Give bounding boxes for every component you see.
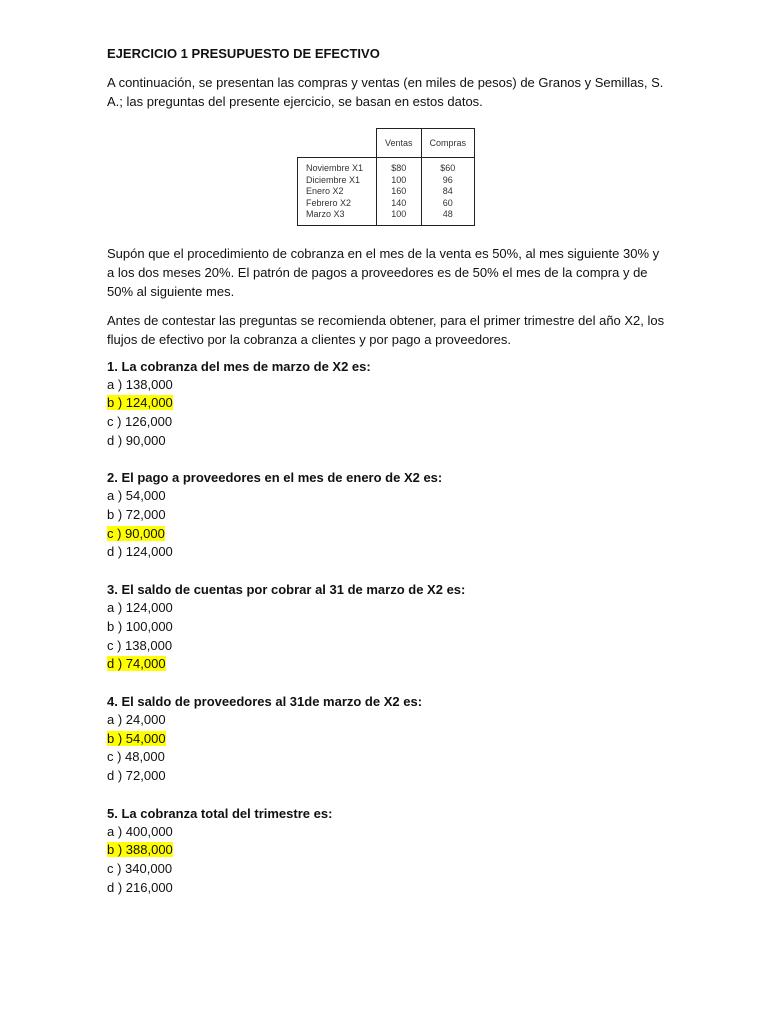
answer-option	[107, 432, 667, 451]
answer-option	[107, 394, 667, 413]
question-title: 1. La cobranza del mes de marzo de X2 es:	[107, 358, 371, 374]
instruction-paragraph: Antes de contestar las preguntas se recomienda obtener, para el primer trimestre del año X2, los flujos de efectivo por la cobranza a clientes y por pago a proveedores.	[107, 312, 665, 347]
row-label: Noviembre X1	[298, 158, 377, 175]
table-row	[298, 158, 475, 175]
header-compras: Compras	[421, 129, 475, 158]
sales-purchases-table	[297, 128, 475, 226]
option-text-highlighted: c ) 90,000	[107, 525, 165, 541]
compras-value: 48	[421, 209, 475, 225]
table-corner	[298, 129, 377, 158]
intro-paragraph: A continuación, se presentan las compras y ventas (en miles de pesos) de Granos y Semillas, S. A.; las preguntas del presente ejercicio, se basan en estos datos.	[107, 75, 664, 109]
option-text: b ) 100,000	[107, 618, 173, 634]
row-label: Marzo X3	[298, 209, 377, 225]
option-text: d ) 216,000	[107, 879, 173, 895]
option-text: c ) 126,000	[107, 413, 173, 429]
option-text-highlighted: d ) 74,000	[107, 656, 166, 672]
answer-option	[107, 525, 667, 544]
answer-option	[107, 543, 667, 562]
ventas-value: 100	[377, 175, 422, 187]
option-text: c ) 48,000	[107, 749, 165, 765]
option-text: d ) 124,000	[107, 544, 173, 560]
compras-value: $60	[421, 158, 475, 175]
answer-option	[107, 860, 667, 879]
table-row	[298, 209, 475, 225]
question-5	[107, 804, 667, 898]
row-label: Diciembre X1	[298, 175, 377, 187]
table-row	[298, 186, 475, 198]
answer-option	[107, 841, 667, 860]
question-4	[107, 692, 667, 786]
option-text: a ) 124,000	[107, 600, 173, 616]
option-text-highlighted: b ) 388,000	[107, 842, 173, 858]
option-text: a ) 138,000	[107, 376, 173, 392]
option-text: d ) 72,000	[107, 768, 166, 784]
answer-option	[107, 879, 667, 898]
option-text-highlighted: b ) 124,000	[107, 395, 173, 411]
option-text: c ) 340,000	[107, 861, 173, 877]
header-ventas: Ventas	[377, 129, 422, 158]
question-title: 3. El saldo de cuentas por cobrar al 31 de marzo de X2 es:	[107, 582, 466, 598]
question-3	[107, 580, 667, 674]
answer-option	[107, 413, 667, 432]
ventas-value: 140	[377, 198, 422, 210]
question-title: 4. El saldo de proveedores al 31de marzo de X2 es:	[107, 693, 423, 709]
question-title: 5. La cobranza total del trimestre es:	[107, 805, 333, 821]
option-text: c ) 138,000	[107, 637, 173, 653]
answer-option	[107, 599, 667, 618]
data-table-wrapper	[297, 128, 667, 226]
option-text: a ) 400,000	[107, 823, 173, 839]
ventas-value: 160	[377, 186, 422, 198]
answer-option	[107, 376, 667, 395]
answer-option	[107, 487, 667, 506]
answer-option	[107, 655, 667, 674]
option-text: a ) 24,000	[107, 711, 166, 727]
answer-option	[107, 823, 667, 842]
compras-value: 60	[421, 198, 475, 210]
option-text: a ) 54,000	[107, 488, 166, 504]
document-content	[107, 44, 667, 916]
answer-option	[107, 637, 667, 656]
collection-paragraph: Supón que el procedimiento de cobranza en el mes de la venta es 50%, al mes siguiente 30% y a los dos meses 20%. El patrón de pagos a proveedores es de 50% el mes de la compra y de 50% al siguiente mes.	[107, 245, 660, 299]
answer-option	[107, 711, 667, 730]
row-label: Enero X2	[298, 186, 377, 198]
question-2	[107, 468, 667, 562]
option-text: b ) 72,000	[107, 507, 166, 523]
question-1	[107, 357, 667, 451]
compras-value: 84	[421, 186, 475, 198]
row-label: Febrero X2	[298, 198, 377, 210]
answer-option	[107, 748, 667, 767]
answer-option	[107, 618, 667, 637]
compras-value: 96	[421, 175, 475, 187]
ventas-value: 100	[377, 209, 422, 225]
answer-option	[107, 506, 667, 525]
question-title: 2. El pago a proveedores en el mes de enero de X2 es:	[107, 470, 443, 486]
table-row	[298, 198, 475, 210]
option-text: d ) 90,000	[107, 432, 166, 448]
answer-option	[107, 767, 667, 786]
option-text-highlighted: b ) 54,000	[107, 730, 166, 746]
document-title: EJERCICIO 1 PRESUPUESTO DE EFECTIVO	[107, 46, 380, 61]
table-row	[298, 175, 475, 187]
ventas-value: $80	[377, 158, 422, 175]
answer-option	[107, 730, 667, 749]
